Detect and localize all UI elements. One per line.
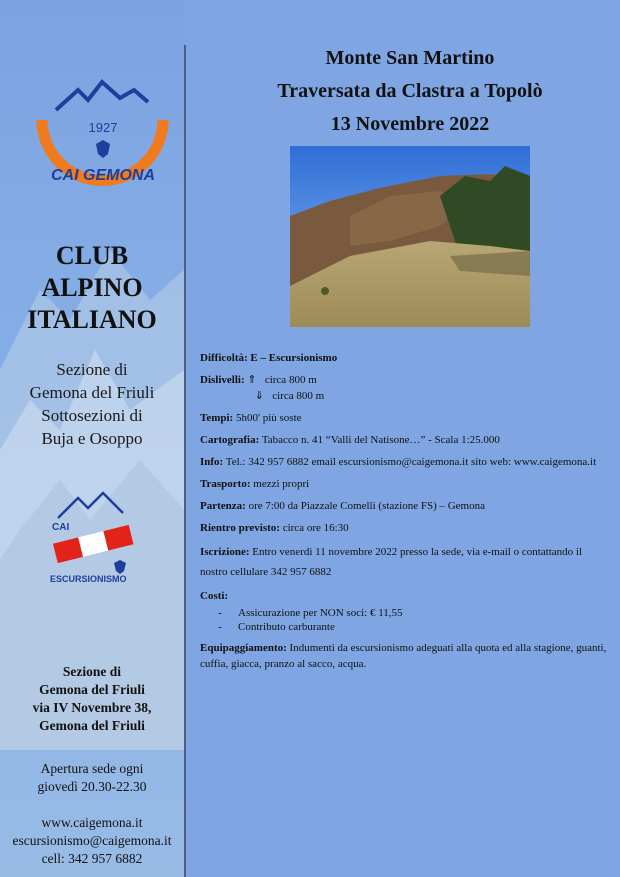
cai-escursionismo-logo (48, 488, 138, 588)
trasporto-row: Trasporto: mezzi propri (200, 478, 310, 490)
difficolta-row: Difficoltà: E – Escursionismo (200, 352, 338, 364)
vertical-divider (184, 45, 186, 877)
list-item: - Contributo carburante (218, 620, 610, 634)
email-link[interactable]: escursionismo@caigemona.it (12, 833, 172, 848)
svg-text:ESCURSIONISMO: ESCURSIONISMO (50, 574, 127, 584)
website-link[interactable]: www.caigemona.it (41, 815, 143, 830)
arrow-up-icon: ⇑ (247, 373, 257, 386)
title-line-1: Monte San Martino (325, 47, 495, 69)
list-item: - Assicurazione per NON soci: € 11,55 (218, 606, 610, 620)
iscrizione-row: Iscrizione: Entro venerdì 11 novembre 2022 presso la sede, via e-mail o contattando il nostro cellulare 342 957 6882 (200, 546, 583, 578)
club-name: CLUB ALPINO ITALIANO (27, 241, 157, 334)
info-row: Info: Tel.: 342 957 6882 email escursionismo@caigemona.it sito web: www.caigemona.it (200, 456, 597, 468)
rientro-row: Rientro previsto: circa ore 16:30 (200, 522, 349, 534)
svg-text:CAI: CAI (52, 522, 70, 533)
tempi-row: Tempi: 5h00' più soste (200, 412, 302, 424)
cai-gemona-logo (30, 60, 175, 190)
phone-number: cell: 342 957 6882 (41, 851, 143, 866)
dislivelli-row: Dislivelli: ⇑ circa 800 m ⇓ circa 800 m (200, 373, 325, 402)
address-block: Sezione di Gemona del Friuli via IV Novembre 38, Gemona del Friuli (32, 664, 152, 733)
page-title (200, 42, 620, 141)
arrow-down-icon: ⇓ (254, 389, 264, 402)
costi-row: Costi: (200, 590, 229, 602)
svg-text:1927: 1927 (88, 120, 118, 135)
hillside-photo (290, 146, 530, 327)
title-line-3: 13 Novembre 2022 (330, 113, 490, 135)
svg-text:CAI GEMONA: CAI GEMONA (51, 167, 155, 184)
partenza-row: Partenza: ore 7:00 da Piazzale Comelli (stazione FS) – Gemona (200, 500, 485, 512)
sidebar (0, 0, 184, 877)
title-line-2: Traversata da Clastra a Topolò (277, 80, 543, 102)
equipaggiamento-row: Equipaggiamento: Indumenti da escursionismo adeguati alla quota ed alla stagione, guanti, cuffia, giacca, pranzo al sacco, acqua. (200, 642, 607, 670)
costi-list (218, 606, 610, 634)
contacts (0, 814, 184, 868)
sezione-info: Sezione di Gemona del Friuli Sottosezioni di Buja e Osoppo (29, 360, 155, 448)
trip-details (200, 350, 610, 678)
cartografia-row: Cartografia: Tabacco n. 41 “Valli del Natisone…” - Scala 1:25.000 (200, 434, 500, 446)
opening-hours: Apertura sede ogni giovedì 20.30-22.30 (37, 761, 147, 794)
